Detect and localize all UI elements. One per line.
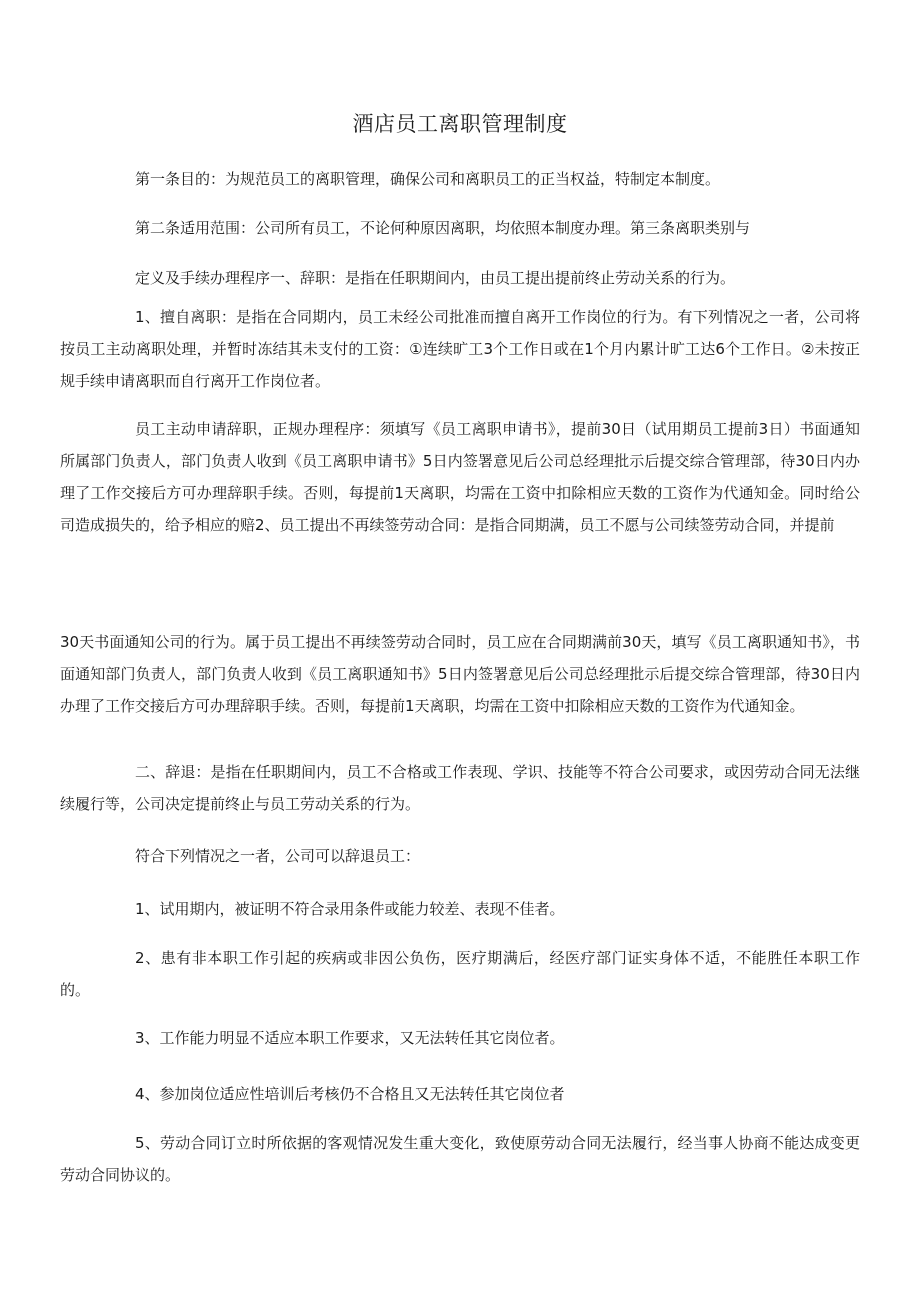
list-item-condition-2: 2、患有非本职工作引起的疾病或非因公负伤，医疗期满后，经医疗部门证实身体不适，不能胜任本职工作的。 [60, 949, 860, 999]
list-item-condition-5: 5、劳动合同订立时所依据的客观情况发生重大变化，致使原劳动合同无法履行，经当事人协商不能达成变更劳动合同协议的。 [60, 1134, 860, 1184]
paragraph-definition: 定义及手续办理程序一、辞职：是指在任职期间内，由员工提出提前终止劳动关系的行为。 [135, 269, 736, 287]
paragraph-purpose: 第一条目的：为规范员工的离职管理，确保公司和离职员工的正当权益，特制定本制度。 [135, 170, 721, 188]
paragraph-dismissal-conditions: 符合下列情况之一者，公司可以辞退员工： [135, 847, 421, 865]
paragraph-contract-nonrenewal: 30天书面通知公司的行为。属于员工提出不再续签劳动合同时，员工应在合同期满前30天，填写《员工离职通知书》，书面通知部门负责人，部门负责人收到《员工离职通知书》5日内签署意见后公司总经理批示后提交综合管理部，待30日内办理了工作交接后方可办理辞职手续。否则，每提前1天离职，均需在工资中扣除相应天数的工资作为代通知金。 [60, 633, 860, 715]
paragraph-unauthorized-leave: 1、擅自离职：是指在合同期内，员工未经公司批准而擅自离开工作岗位的行为。有下列情况之一者，公司将按员工主动离职处理，并暂时冻结其未支付的工资：①连续旷工3个工作日或在1个月内累计旷工达6个工作日。②未按正规手续申请离职而自行离开工作岗位者。 [60, 308, 860, 390]
document-title: 酒店员工离职管理制度 [352, 112, 568, 136]
paragraph-resignation-procedure: 员工主动申请辞职，正规办理程序：须填写《员工离职申请书》，提前30日（试用期员工提前3日）书面通知所属部门负责人，部门负责人收到《员工离职申请书》5日内签署意见后公司总经理批示后提交综合管理部，待30日内办理了工作交接后方可办理辞职手续。否则，每提前1天离职，均需在工资中扣除相应天数的工资作为代通知金。同时给公司造成损失的，给予相应的赔2、员工提出不再续签劳动合同：是指合同期满，员工不愿与公司续签劳动合同，并提前 [60, 420, 860, 534]
paragraph-dismissal: 二、辞退：是指在任职期间内，员工不合格或工作表现、学识、技能等不符合公司要求，或因劳动合同无法继续履行等，公司决定提前终止与员工劳动关系的行为。 [60, 763, 860, 813]
list-item-condition-3: 3、工作能力明显不适应本职工作要求，又无法转任其它岗位者。 [135, 1029, 565, 1047]
paragraph-scope: 第二条适用范围：公司所有员工，不论何种原因离职，均依照本制度办理。第三条离职类别与 [135, 219, 751, 237]
list-item-condition-4: 4、参加岗位适应性培训后考核仍不合格且又无法转任其它岗位者 [135, 1085, 565, 1103]
list-item-condition-1: 1、试用期内，被证明不符合录用条件或能力较差、表现不佳者。 [135, 900, 565, 918]
